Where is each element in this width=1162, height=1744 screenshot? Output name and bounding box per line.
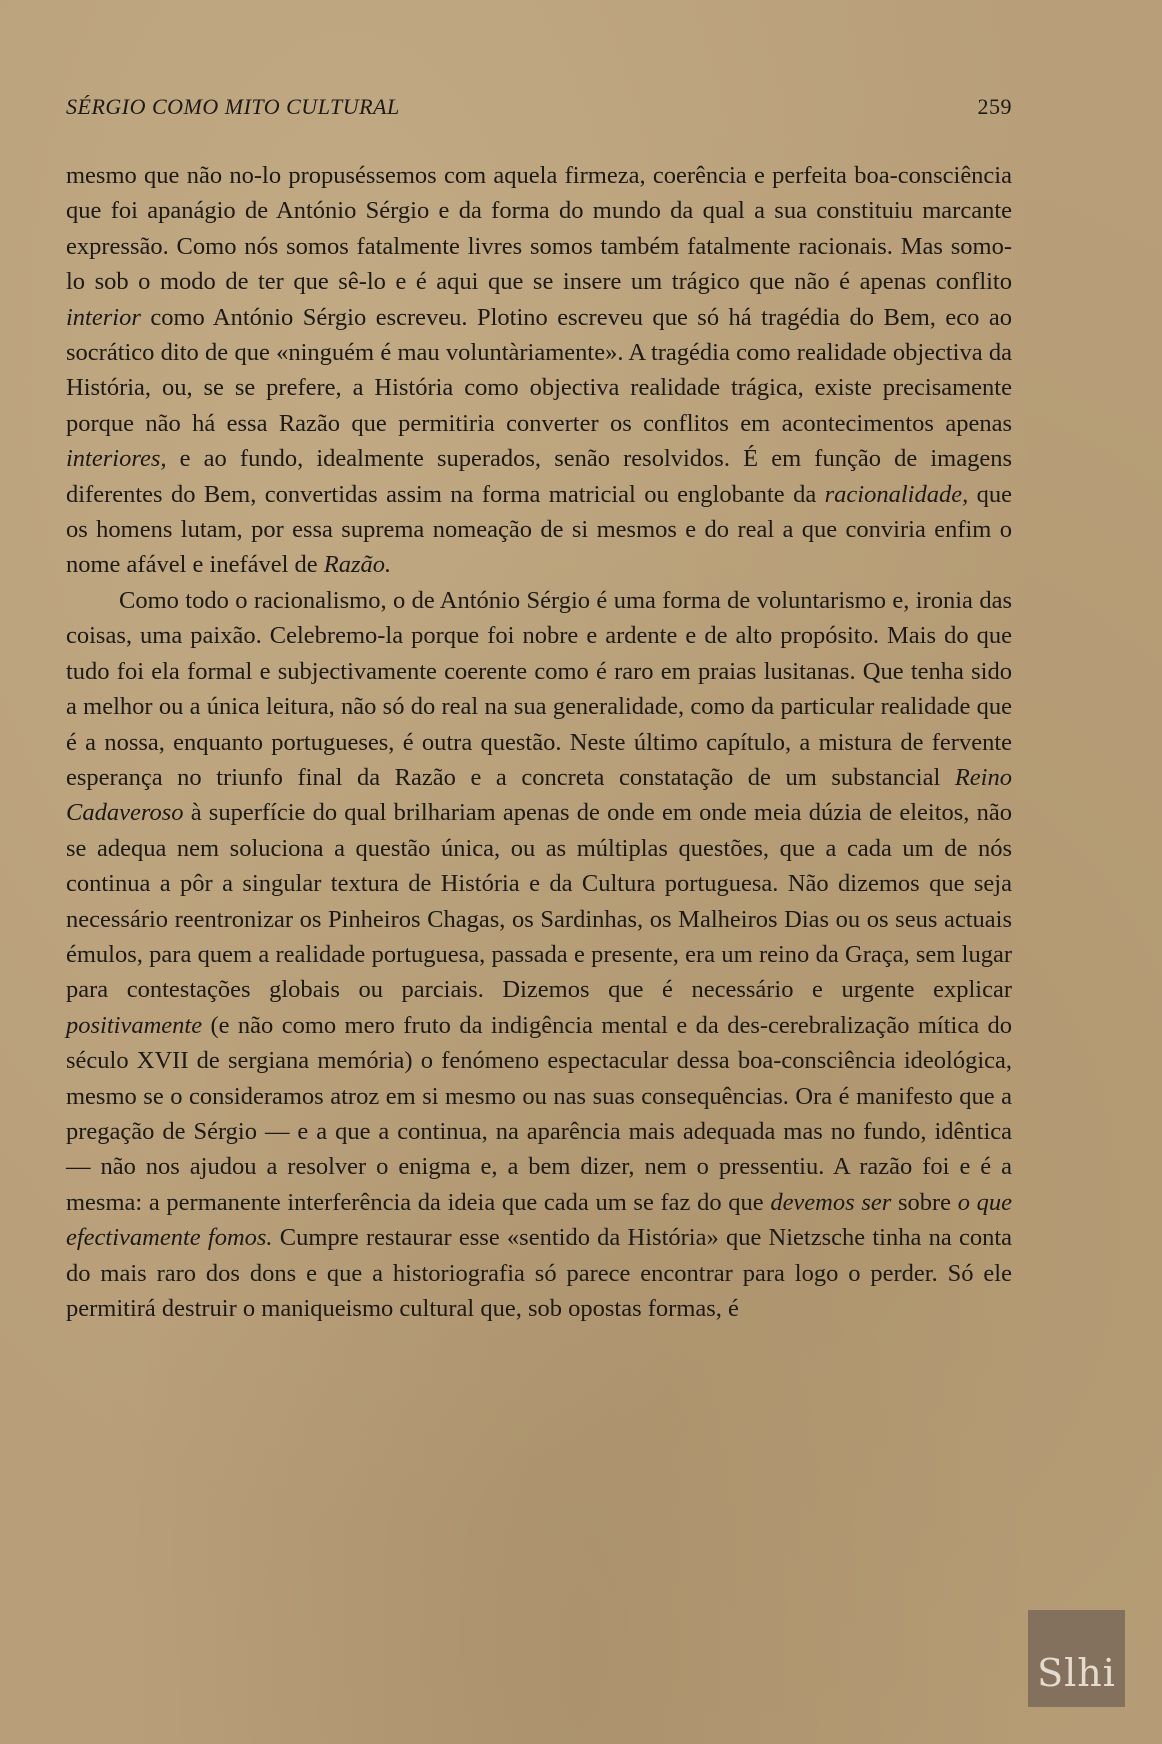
text-run: mesmo que não no-lo propuséssemos com aquela firmeza, coerência e perfeita boa-consciência que foi apanágio de António Sérgio e da forma do mundo da qual a sua constituiu marcante expressão. Como nós somos fatalmente livres somos também fatalmente racionais. Mas somo-lo sob o modo de ter que sê-lo e é aqui que se insere um trágico que não é apenas conflito: [66, 162, 1012, 296]
text-run: (e não como mero fruto da indigência mental e da des-cerebralização mítica do século XVII de sergiana memória) o fenómeno espectacular dessa boa-consciência ideológica, mesmo se o consideramos atroz em si mesmo ou nas suas consequências. Ora é manifesto que a pregação de Sérgio — e a que a continua, na aparência mais adequada mas no fundo, idêntica — não nos ajudou a resolver o enigma e, a bem dizer, nem o pressentiu. A razão foi e é a mesma: a permanente interferência da ideia que cada um se faz do que: [66, 1011, 1012, 1216]
text-run: que os homens lutam, por essa suprema nomeação de si mesmos e do real a que conviria enfim o nome afável e inefável de: [66, 480, 1012, 579]
italic-run: racionalidade,: [824, 480, 969, 508]
text-run: como António Sérgio escreveu. Plotino escreveu que só há tragédia do Bem, eco ao socrático dito de que «ninguém é mau voluntàriamente». A tragédia como realidade objectiva da História, ou, se se prefere, a História como objectiva realidade trágica, existe precisamente porque não há essa Razão que permitiria converter os conflitos em acontecimentos apenas: [66, 303, 1012, 437]
text-run: Cumpre restaurar esse «sentido da História» que Nietzsche tinha na conta do mais raro dos dons e que a historiografia só parece encontrar para logo o perder. Só ele permitirá destruir o maniqueismo cultural que, sob opostas formas, é: [66, 1224, 1012, 1322]
watermark-text: Slhi: [1037, 1650, 1116, 1695]
text-run: à superfície do qual brilhariam apenas de onde em onde meia dúzia de eleitos, não se adequa nem soluciona a questão única, ou as múltiplas questões, que a cada um de nós continua a pôr a singular textura de História e da Cultura portuguesa. Não dizemos que seja necessário reentronizar os Pinheiros Chagas, os Sardinhas, os Malheiros Dias ou os seus actuais émulos, para quem a realidade portuguesa, passada e presente, era um reino da Graça, sem lugar para contestações globais ou parciais. Dizemos que é necessário e urgente explicar: [66, 799, 1012, 1004]
paragraph-2: [66, 583, 1012, 1327]
italic-run: positivamente: [66, 1011, 203, 1039]
text-run: sobre: [891, 1188, 958, 1216]
library-watermark-logo: [1028, 1610, 1125, 1707]
italic-run: interiores,: [66, 445, 167, 473]
italic-run: o que efectivamente fomos.: [66, 1188, 1012, 1252]
text-run: e ao fundo, idealmente superados, senão resolvidos. É em função de imagens diferentes do Bem, convertidas assim na forma matricial ou englobante da: [66, 445, 1012, 508]
italic-run: Razão.: [323, 551, 392, 579]
body-text: [66, 158, 1012, 1326]
text-run: Como todo o racionalismo, o de António Sérgio é uma forma de voluntarismo e, ironia das coisas, uma paixão. Celebremo-la porque foi nobre e ardente e de alto propósito. Mais do que tudo foi ela formal e subjectivamente coerente como é raro em praias lusitanas. Que tenha sido a melhor ou a única leitura, não só do real na sua generalidade, como da particular realidade que é a nossa, enquanto portugueses, é outra questão. Neste último capítulo, a mistura de fervente esperança no triunfo final da Razão e a concreta constatação de um substancial: [66, 586, 1012, 791]
paragraph-1: [66, 158, 1012, 583]
italic-run: devemos ser: [770, 1188, 892, 1216]
italic-run: Reino Cadaveroso: [66, 763, 1012, 827]
running-head: [66, 94, 1012, 128]
running-title: SÉRGIO COMO MITO CULTURAL: [66, 94, 400, 119]
italic-run: interior: [66, 303, 141, 331]
page-number: 259: [977, 94, 1012, 119]
